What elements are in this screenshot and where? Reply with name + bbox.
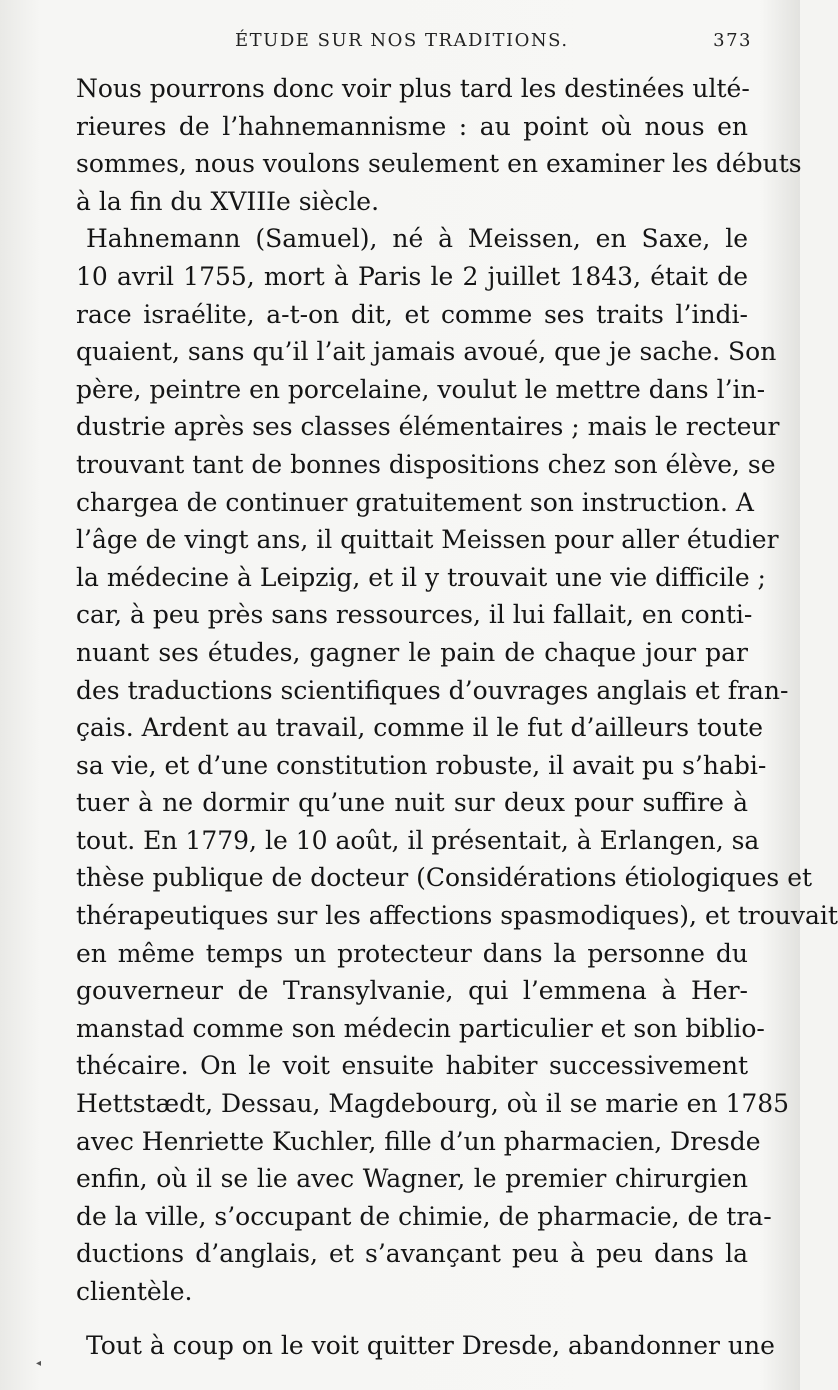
text-line: ductions d’anglais, et s’avançant peu à peu dans la: [76, 1239, 748, 1269]
text-line: chargea de continuer gratuitement son instruction. A: [76, 487, 754, 517]
text-line: en même temps un protecteur dans la personne du: [76, 938, 748, 968]
body-text: [76, 70, 838, 1364]
text-line: enfin, où il se lie avec Wagner, le premier chirurgien: [76, 1164, 748, 1194]
text-line: trouvant tant de bonnes dispositions chez son élève, se: [76, 449, 776, 479]
text-line: tout. En 1779, le 10 août, il présentait, à Erlangen, sa: [76, 825, 760, 855]
text-line: la médecine à Leipzig, et il y trouvait une vie difficile ;: [76, 562, 766, 592]
text-line: quaient, sans qu’il l’ait jamais avoué, que je sache. Son: [76, 337, 777, 367]
text-line: thèse publique de docteur (Considérations étiologiques et: [76, 863, 813, 893]
page-number: 373: [713, 30, 752, 51]
text-line: çais. Ardent au travail, comme il le fut d’ailleurs toute: [76, 713, 764, 743]
text-line: race israélite, a-t-on dit, et comme ses traits l’indi-: [76, 299, 748, 329]
text-line: Hettstædt, Dessau, Magdebourg, où il se marie en 1785: [76, 1089, 790, 1119]
running-title: ÉTUDE SUR NOS TRADITIONS.: [235, 30, 569, 51]
text-line: sa vie, et d’une constitution robuste, il avait pu s’habi-: [76, 750, 767, 780]
text-line: car, à peu près sans ressources, il lui fallait, en conti-: [76, 600, 753, 630]
text-line: manstad comme son médecin particulier et son biblio-: [76, 1013, 765, 1043]
text-line: gouverneur de Transylvanie, qui l’emmena à Her-: [76, 976, 748, 1006]
text-line: tuer à ne dormir qu’une nuit sur deux pour suffire à: [76, 788, 748, 818]
text-line: l’âge de vingt ans, il quittait Meissen pour aller étudier: [76, 525, 779, 555]
text-line: thérapeutiques sur les affections spasmodiques), et trouvait: [76, 901, 838, 931]
text-line: clientèle.: [76, 1277, 193, 1306]
page-header: [60, 30, 752, 60]
text-line: avec Henriette Kuchler, fille d’un pharmacien, Dresde: [76, 1126, 761, 1156]
text-line: dustrie après ses classes élémentaires ; mais le recteur: [76, 412, 780, 442]
text-line: Hahnemann (Samuel), né à Meissen, en Saxe, le: [86, 224, 748, 254]
text-line: Nous pourrons donc voir plus tard les destinées ulté-: [76, 74, 750, 103]
text-line: de la ville, s’occupant de chimie, de pharmacie, de tra-: [76, 1201, 772, 1231]
text-line: rieures de l’hahnemannisme : au point où nous en: [76, 111, 748, 141]
text-line: à la fin du XVIIIe siècle.: [76, 186, 380, 216]
text-line: 10 avril 1755, mort à Paris le 2 juillet 1843, était de: [76, 261, 748, 291]
text-line: père, peintre en porcelaine, voulut le mettre dans l’in-: [76, 374, 766, 404]
text-line: nuant ses études, gagner le pain de chaque jour par: [76, 637, 748, 667]
text-line: des traductions scientifiques d’ouvrages anglais et fran-: [76, 675, 789, 705]
text-line: Tout à coup on le voit quitter Dresde, abandonner une: [86, 1330, 775, 1360]
text-line: thécaire. On le voit ensuite habiter successivement: [76, 1051, 748, 1081]
text-line: sommes, nous voulons seulement en examiner les débuts: [76, 149, 802, 179]
margin-mark: ◂: [36, 1358, 42, 1369]
